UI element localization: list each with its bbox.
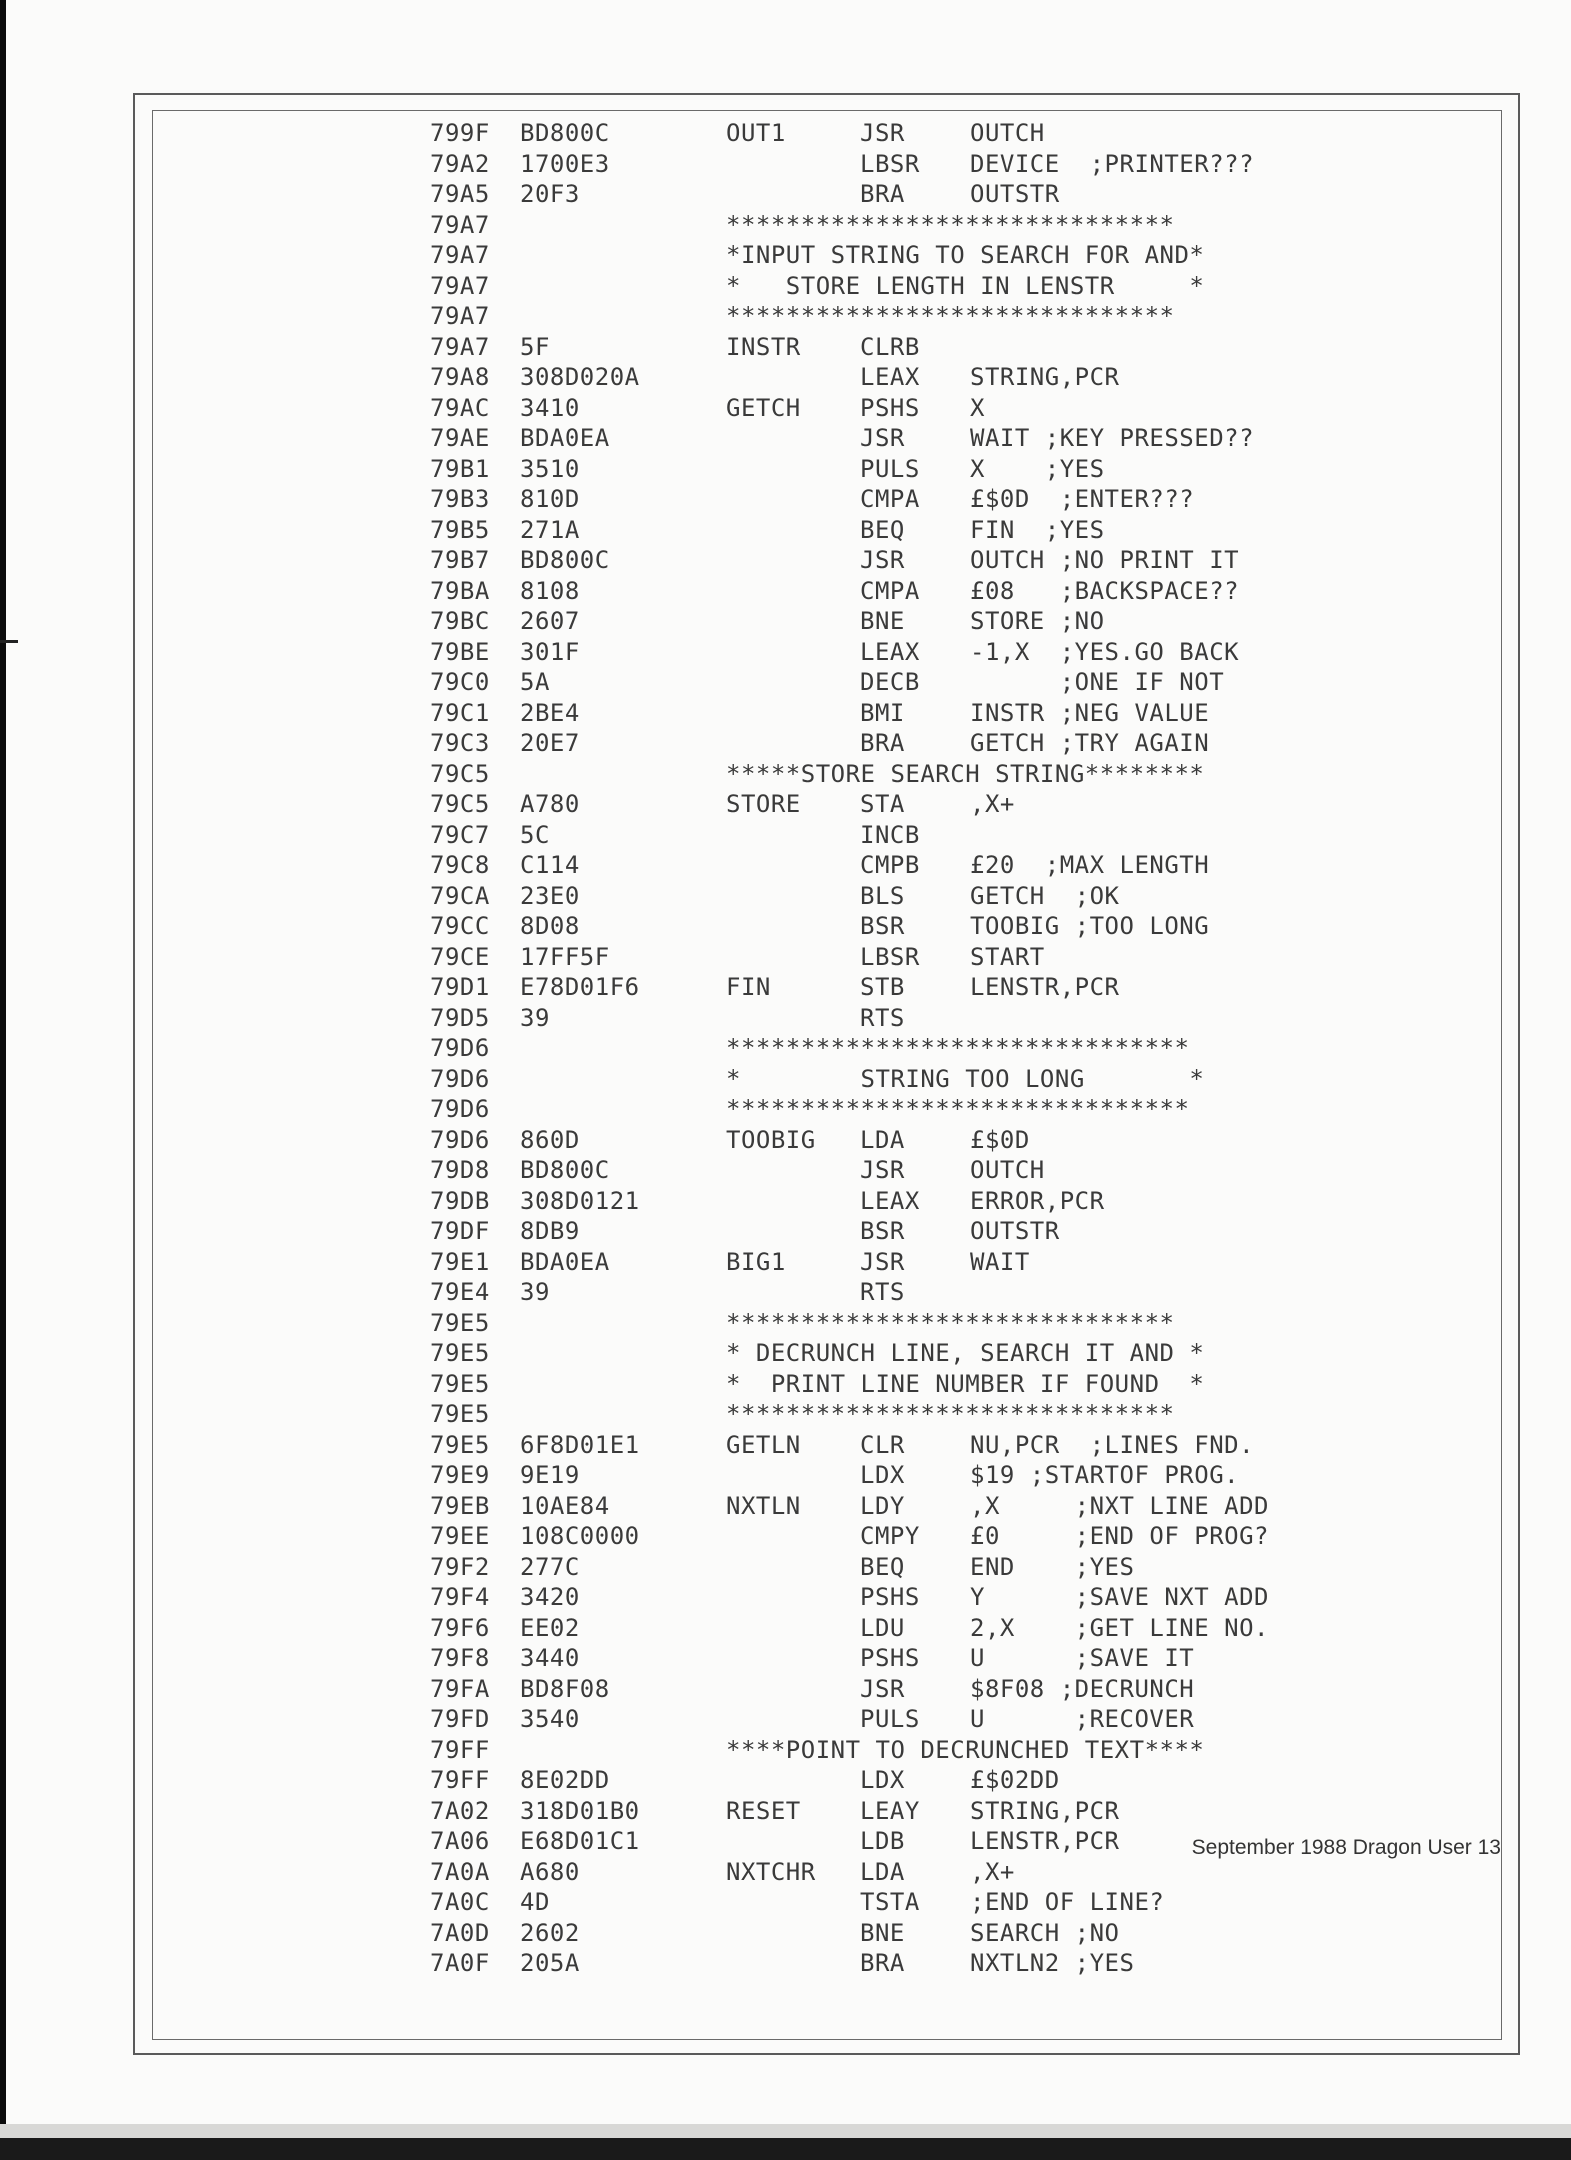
listing-line xyxy=(430,149,1330,180)
listing-line xyxy=(430,1857,1330,1888)
asm-operand: ,X+ xyxy=(970,1857,1015,1886)
machine-code: 5C xyxy=(520,820,550,849)
line-address: 79FF xyxy=(430,1735,490,1764)
listing-line xyxy=(430,1735,1330,1766)
asm-operand: FIN ;YES xyxy=(970,515,1105,544)
listing-line xyxy=(430,1918,1330,1949)
asm-operand: ,X+ xyxy=(970,790,1015,818)
listing-line xyxy=(430,1582,1330,1613)
listing-line xyxy=(430,1704,1330,1735)
asm-operand: STORE ;NO xyxy=(970,607,1105,635)
asm-opcode: BMI xyxy=(860,698,905,727)
asm-operand: NXTLN2 ;YES xyxy=(970,1949,1135,1977)
comment-banner: ****POINT TO DECRUNCHED TEXT**** xyxy=(726,1735,1205,1764)
page-footer: September 1988 Dragon User 13 xyxy=(1191,1836,1501,1859)
line-address: 79CC xyxy=(430,912,490,940)
line-address: 79BC xyxy=(430,607,490,635)
machine-code: 810D xyxy=(520,485,580,513)
asm-opcode: INCB xyxy=(860,820,920,849)
asm-operand: LENSTR,PCR xyxy=(970,973,1120,1001)
machine-code: 8E02DD xyxy=(520,1766,610,1794)
asm-opcode: LBSR xyxy=(860,942,920,971)
asm-opcode: LDX xyxy=(860,1461,905,1489)
comment-banner: ****************************** xyxy=(726,210,1175,239)
asm-operand: OUTSTR xyxy=(970,1217,1060,1245)
machine-code: BD800C xyxy=(520,1156,610,1184)
asm-operand: LENSTR,PCR xyxy=(970,1827,1120,1855)
asm-label: GETLN xyxy=(726,1430,801,1459)
line-address: 79B7 xyxy=(430,546,490,574)
line-address: 79E5 xyxy=(430,1308,490,1337)
line-address: 79C3 xyxy=(430,729,490,757)
asm-operand: GETCH ;OK xyxy=(970,881,1120,910)
line-address: 79B1 xyxy=(430,454,490,483)
line-address: 79BE xyxy=(430,637,490,666)
line-address: 79D6 xyxy=(430,1095,490,1123)
listing-line xyxy=(430,942,1330,973)
listing-line xyxy=(430,1887,1330,1918)
line-address: 79AE xyxy=(430,424,490,452)
line-address: 7A0D xyxy=(430,1918,490,1947)
asm-operand: $8F08 ;DECRUNCH xyxy=(970,1674,1195,1703)
machine-code: 308D020A xyxy=(520,363,640,391)
listing-line xyxy=(430,759,1330,790)
asm-label: TOOBIG xyxy=(726,1125,816,1154)
listing-line xyxy=(430,515,1330,546)
asm-opcode: LDB xyxy=(860,1827,905,1855)
asm-opcode: STB xyxy=(860,973,905,1001)
asm-operand: STRING,PCR xyxy=(970,363,1120,391)
machine-code: 2607 xyxy=(520,607,580,635)
comment-banner: ******************************* xyxy=(726,1034,1190,1062)
listing-line xyxy=(430,1094,1330,1125)
line-address: 79FF xyxy=(430,1766,490,1794)
listing-line xyxy=(430,1521,1330,1552)
line-address: 7A0F xyxy=(430,1949,490,1977)
asm-operand: £$02DD xyxy=(970,1766,1060,1794)
asm-operand: STRING,PCR xyxy=(970,1796,1120,1825)
asm-opcode: PSHS xyxy=(860,1644,920,1672)
line-address: 79E5 xyxy=(430,1400,490,1428)
asm-opcode: BRA xyxy=(860,180,905,208)
machine-code: 277C xyxy=(520,1552,580,1581)
asm-operand: £0 ;END OF PROG? xyxy=(970,1522,1269,1550)
line-address: 79C8 xyxy=(430,851,490,879)
line-address: 79D1 xyxy=(430,973,490,1001)
line-address: 799F xyxy=(430,119,490,147)
asm-opcode: JSR xyxy=(860,546,905,574)
listing-line xyxy=(430,1613,1330,1644)
line-address: 79F6 xyxy=(430,1613,490,1642)
comment-banner: ******************************* xyxy=(726,1095,1190,1123)
line-address: 79FA xyxy=(430,1674,490,1703)
machine-code: E78D01F6 xyxy=(520,973,640,1001)
asm-opcode: LEAY xyxy=(860,1796,920,1825)
asm-opcode: TSTA xyxy=(860,1888,920,1916)
machine-code: 10AE84 xyxy=(520,1491,610,1520)
asm-operand: U ;RECOVER xyxy=(970,1705,1195,1733)
asm-label: RESET xyxy=(726,1796,801,1825)
asm-opcode: PSHS xyxy=(860,393,920,422)
comment-banner: * PRINT LINE NUMBER IF FOUND * xyxy=(726,1369,1205,1398)
asm-operand: £$0D xyxy=(970,1125,1030,1154)
listing-line xyxy=(430,1033,1330,1064)
asm-operand: INSTR ;NEG VALUE xyxy=(970,698,1210,727)
listing-line xyxy=(430,820,1330,851)
asm-opcode: LEAX xyxy=(860,1186,920,1215)
asm-operand: DEVICE ;PRINTER??? xyxy=(970,149,1255,178)
line-address: 79E9 xyxy=(430,1461,490,1489)
line-address: 79C0 xyxy=(430,668,490,696)
machine-code: 3410 xyxy=(520,393,580,422)
listing-line xyxy=(430,1796,1330,1827)
line-address: 79A7 xyxy=(430,302,490,330)
listing-line xyxy=(430,789,1330,820)
line-address: 79E5 xyxy=(430,1339,490,1367)
asm-operand: SEARCH ;NO xyxy=(970,1918,1120,1947)
listing-line xyxy=(430,1186,1330,1217)
machine-code: 20F3 xyxy=(520,180,580,208)
machine-code: 1700E3 xyxy=(520,149,610,178)
asm-label: INSTR xyxy=(726,332,801,361)
line-address: 79B3 xyxy=(430,485,490,513)
listing-line xyxy=(430,667,1330,698)
asm-opcode: DECB xyxy=(860,668,920,696)
asm-operand: OUTSTR xyxy=(970,180,1060,208)
asm-operand: ,X ;NXT LINE ADD xyxy=(970,1491,1269,1520)
machine-code: 23E0 xyxy=(520,881,580,910)
line-address: 79F8 xyxy=(430,1644,490,1672)
listing-line xyxy=(430,271,1330,302)
asm-operand: -1,X ;YES.GO BACK xyxy=(970,637,1240,666)
listing-line xyxy=(430,1643,1330,1674)
asm-opcode: PULS xyxy=(860,1705,920,1733)
listing-line xyxy=(430,1003,1330,1034)
line-address: 79E1 xyxy=(430,1247,490,1276)
asm-opcode: PULS xyxy=(860,454,920,483)
asm-opcode: JSR xyxy=(860,1674,905,1703)
listing-line xyxy=(430,545,1330,576)
listing-line xyxy=(430,484,1330,515)
listing-line xyxy=(430,301,1330,332)
line-address: 79F4 xyxy=(430,1583,490,1611)
listing-line xyxy=(430,1277,1330,1308)
listing-line xyxy=(430,1491,1330,1522)
listing-line xyxy=(430,881,1330,912)
asm-opcode: JSR xyxy=(860,1156,905,1184)
asm-opcode: JSR xyxy=(860,119,905,147)
assembly-listing xyxy=(430,118,1330,1979)
line-address: 7A0C xyxy=(430,1888,490,1916)
asm-opcode: BEQ xyxy=(860,1552,905,1581)
listing-line xyxy=(430,423,1330,454)
line-address: 79D8 xyxy=(430,1156,490,1184)
listing-line xyxy=(430,362,1330,393)
line-address: 79CE xyxy=(430,942,490,971)
asm-operand: £08 ;BACKSPACE?? xyxy=(970,576,1240,605)
asm-opcode: CLRB xyxy=(860,332,920,361)
asm-label: GETCH xyxy=(726,393,801,422)
asm-operand: START xyxy=(970,942,1045,971)
line-address: 7A02 xyxy=(430,1796,490,1825)
machine-code: 205A xyxy=(520,1949,580,1977)
listing-line xyxy=(430,1674,1330,1705)
machine-code: A780 xyxy=(520,790,580,818)
machine-code: 271A xyxy=(520,515,580,544)
machine-code: BDA0EA xyxy=(520,1247,610,1276)
listing-line xyxy=(430,332,1330,363)
machine-code: 5A xyxy=(520,668,550,696)
asm-operand: GETCH ;TRY AGAIN xyxy=(970,729,1210,757)
asm-opcode: CMPA xyxy=(860,485,920,513)
asm-opcode: JSR xyxy=(860,1247,905,1276)
machine-code: 8DB9 xyxy=(520,1217,580,1245)
machine-code: 8D08 xyxy=(520,912,580,940)
asm-opcode: RTS xyxy=(860,1003,905,1032)
asm-opcode: PSHS xyxy=(860,1583,920,1611)
asm-opcode: BSR xyxy=(860,912,905,940)
asm-operand: NU,PCR ;LINES FND. xyxy=(970,1430,1255,1459)
comment-banner: *****STORE SEARCH STRING******** xyxy=(726,759,1205,788)
listing-line xyxy=(430,393,1330,424)
listing-line xyxy=(430,1460,1330,1491)
line-address: 7A0A xyxy=(430,1857,490,1886)
asm-opcode: BEQ xyxy=(860,515,905,544)
listing-line xyxy=(430,1399,1330,1430)
comment-banner: ****************************** xyxy=(726,1308,1175,1337)
listing-line xyxy=(430,240,1330,271)
listing-line xyxy=(430,1308,1330,1339)
asm-label: STORE xyxy=(726,790,801,818)
asm-operand: X ;YES xyxy=(970,454,1105,483)
machine-code: 2BE4 xyxy=(520,698,580,727)
page-bottom-shadow xyxy=(0,2124,1571,2138)
line-address: 79D6 xyxy=(430,1064,490,1093)
machine-code: 39 xyxy=(520,1003,550,1032)
machine-code: BD800C xyxy=(520,546,610,574)
machine-code: 3420 xyxy=(520,1583,580,1611)
machine-code: 108C0000 xyxy=(520,1522,640,1550)
machine-code: 308D0121 xyxy=(520,1186,640,1215)
line-address: 79D6 xyxy=(430,1034,490,1062)
listing-line xyxy=(430,728,1330,759)
listing-line xyxy=(430,1247,1330,1278)
asm-operand: $19 ;STARTOF PROG. xyxy=(970,1461,1240,1489)
line-address: 79AC xyxy=(430,393,490,422)
listing-line xyxy=(430,850,1330,881)
asm-opcode: JSR xyxy=(860,424,905,452)
machine-code: EE02 xyxy=(520,1613,580,1642)
listing-line xyxy=(430,576,1330,607)
line-address: 79F2 xyxy=(430,1552,490,1581)
machine-code: 3510 xyxy=(520,454,580,483)
comment-banner: ****************************** xyxy=(726,302,1175,330)
machine-code: C114 xyxy=(520,851,580,879)
asm-operand: 2,X ;GET LINE NO. xyxy=(970,1613,1269,1642)
asm-opcode: LDA xyxy=(860,1857,905,1886)
asm-operand: £20 ;MAX LENGTH xyxy=(970,851,1210,879)
machine-code: 6F8D01E1 xyxy=(520,1430,640,1459)
line-address: 79B5 xyxy=(430,515,490,544)
line-address: 79D5 xyxy=(430,1003,490,1032)
page-bottom-edge xyxy=(0,2138,1571,2160)
asm-opcode: LDA xyxy=(860,1125,905,1154)
asm-opcode: LEAX xyxy=(860,363,920,391)
machine-code: 2602 xyxy=(520,1918,580,1947)
asm-operand: £$0D ;ENTER??? xyxy=(970,485,1195,513)
machine-code: 20E7 xyxy=(520,729,580,757)
line-address: 79DB xyxy=(430,1186,490,1215)
machine-code: 301F xyxy=(520,637,580,666)
line-address: 79A7 xyxy=(430,241,490,269)
asm-label: OUT1 xyxy=(726,119,786,147)
comment-banner: * STRING TOO LONG * xyxy=(726,1064,1205,1093)
binding-mark xyxy=(0,640,18,643)
machine-code: 5F xyxy=(520,332,550,361)
asm-label: FIN xyxy=(726,973,771,1001)
asm-operand: Y ;SAVE NXT ADD xyxy=(970,1583,1269,1611)
line-address: 79C1 xyxy=(430,698,490,727)
asm-opcode: LEAX xyxy=(860,637,920,666)
listing-line xyxy=(430,1155,1330,1186)
asm-opcode: BSR xyxy=(860,1217,905,1245)
asm-operand: X xyxy=(970,393,985,422)
asm-opcode: BRA xyxy=(860,729,905,757)
asm-operand: ;END OF LINE? xyxy=(970,1888,1165,1916)
machine-code: 860D xyxy=(520,1125,580,1154)
asm-label: NXTCHR xyxy=(726,1857,816,1886)
listing-line xyxy=(430,1125,1330,1156)
asm-operand: WAIT ;KEY PRESSED?? xyxy=(970,424,1255,452)
asm-operand: OUTCH xyxy=(970,1156,1045,1184)
machine-code: BD8F08 xyxy=(520,1674,610,1703)
line-address: 79A7 xyxy=(430,332,490,361)
asm-operand: ;ONE IF NOT xyxy=(970,668,1225,696)
machine-code: 39 xyxy=(520,1278,550,1306)
asm-opcode: LBSR xyxy=(860,149,920,178)
machine-code: E68D01C1 xyxy=(520,1827,640,1855)
listing-line xyxy=(430,454,1330,485)
asm-label: BIG1 xyxy=(726,1247,786,1276)
line-address: 79E5 xyxy=(430,1430,490,1459)
line-address: 79C5 xyxy=(430,790,490,818)
asm-operand: ERROR,PCR xyxy=(970,1186,1105,1215)
asm-opcode: LDU xyxy=(860,1613,905,1642)
line-address: 79C5 xyxy=(430,759,490,788)
line-address: 79C7 xyxy=(430,820,490,849)
comment-banner: *INPUT STRING TO SEARCH FOR AND* xyxy=(726,241,1205,269)
machine-code: 3440 xyxy=(520,1644,580,1672)
machine-code: 3540 xyxy=(520,1705,580,1733)
line-address: 79A5 xyxy=(430,180,490,208)
listing-line xyxy=(430,972,1330,1003)
listing-line xyxy=(430,606,1330,637)
listing-line xyxy=(430,118,1330,149)
asm-operand: U ;SAVE IT xyxy=(970,1644,1195,1672)
line-address: 79A7 xyxy=(430,210,490,239)
line-address: 79E4 xyxy=(430,1278,490,1306)
listing-line xyxy=(430,637,1330,668)
asm-label: NXTLN xyxy=(726,1491,801,1520)
listing-line xyxy=(430,1430,1330,1461)
machine-code: A680 xyxy=(520,1857,580,1886)
asm-operand: OUTCH xyxy=(970,119,1045,147)
comment-banner: * DECRUNCH LINE, SEARCH IT AND * xyxy=(726,1339,1205,1367)
machine-code: 17FF5F xyxy=(520,942,610,971)
listing-line xyxy=(430,179,1330,210)
machine-code: 9E19 xyxy=(520,1461,580,1489)
listing-line xyxy=(430,1216,1330,1247)
line-address: 79A8 xyxy=(430,363,490,391)
line-address: 79D6 xyxy=(430,1125,490,1154)
listing-line xyxy=(430,1552,1330,1583)
asm-operand: WAIT xyxy=(970,1247,1030,1276)
line-address: 7A06 xyxy=(430,1827,490,1855)
asm-operand: OUTCH ;NO PRINT IT xyxy=(970,546,1240,574)
asm-opcode: RTS xyxy=(860,1278,905,1306)
listing-line xyxy=(430,1064,1330,1095)
listing-line xyxy=(430,210,1330,241)
asm-opcode: CMPB xyxy=(860,851,920,879)
line-address: 79DF xyxy=(430,1217,490,1245)
comment-banner: * STORE LENGTH IN LENSTR * xyxy=(726,271,1205,300)
asm-opcode: CLR xyxy=(860,1430,905,1459)
listing-line xyxy=(430,1948,1330,1979)
line-address: 79A2 xyxy=(430,149,490,178)
machine-code: BD800C xyxy=(520,119,610,147)
asm-opcode: CMPY xyxy=(860,1522,920,1550)
line-address: 79EB xyxy=(430,1491,490,1520)
asm-operand: END ;YES xyxy=(970,1552,1135,1581)
listing-line xyxy=(430,698,1330,729)
comment-banner: ****************************** xyxy=(726,1400,1175,1428)
asm-opcode: CMPA xyxy=(860,576,920,605)
listing-line xyxy=(430,1338,1330,1369)
asm-opcode: BRA xyxy=(860,1949,905,1977)
asm-opcode: BNE xyxy=(860,607,905,635)
line-address: 79BA xyxy=(430,576,490,605)
binding-spine xyxy=(0,0,6,2160)
asm-opcode: LDY xyxy=(860,1491,905,1520)
machine-code: 318D01B0 xyxy=(520,1796,640,1825)
line-address: 79EE xyxy=(430,1522,490,1550)
asm-opcode: LDX xyxy=(860,1766,905,1794)
asm-operand: TOOBIG ;TOO LONG xyxy=(970,912,1210,940)
line-address: 79CA xyxy=(430,881,490,910)
machine-code: 8108 xyxy=(520,576,580,605)
asm-opcode: BNE xyxy=(860,1918,905,1947)
listing-line xyxy=(430,1765,1330,1796)
line-address: 79FD xyxy=(430,1705,490,1733)
line-address: 79A7 xyxy=(430,271,490,300)
asm-opcode: STA xyxy=(860,790,905,818)
listing-line xyxy=(430,1369,1330,1400)
machine-code: 4D xyxy=(520,1888,550,1916)
asm-opcode: BLS xyxy=(860,881,905,910)
line-address: 79E5 xyxy=(430,1369,490,1398)
machine-code: BDA0EA xyxy=(520,424,610,452)
listing-line xyxy=(430,911,1330,942)
